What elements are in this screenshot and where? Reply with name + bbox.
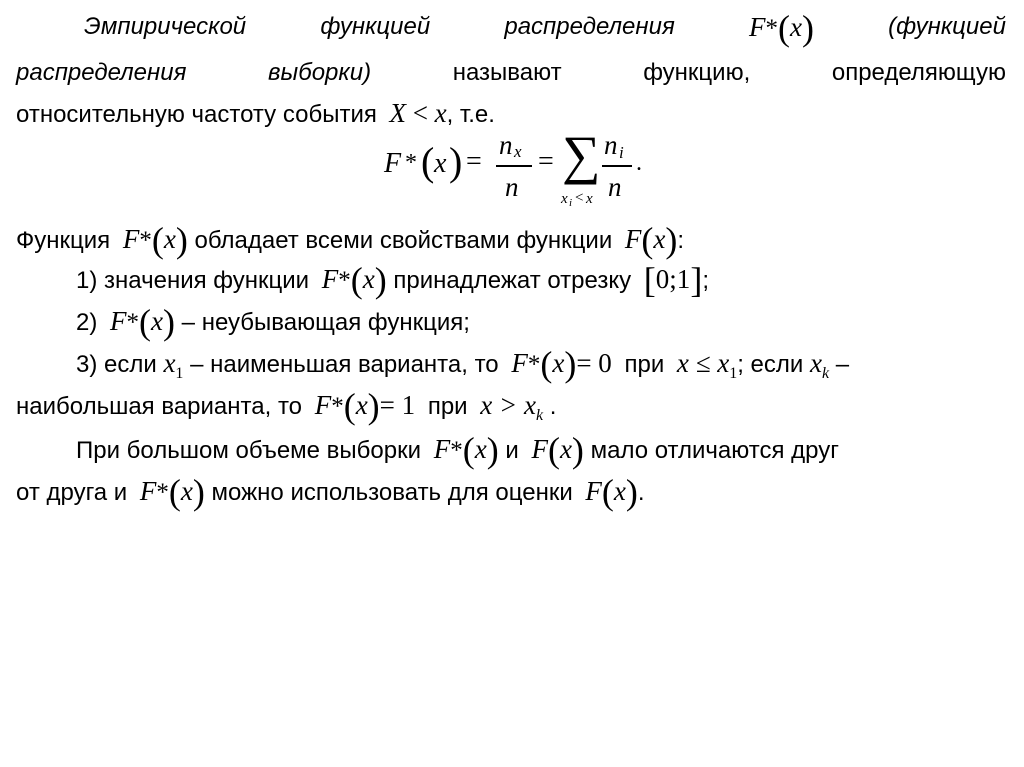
property-3-line-1: 3) если $x_1$ – наименьшая варианта, то F*(x)= 0 при $x \le x_1$; если $x_k$ – [76, 344, 850, 384]
property-1: 1) значения функции F*(x) принадлежат отрезку [0;1]; [76, 260, 709, 300]
properties-intro: Функция F*(x) обладает всеми свойствами функции F(x): [16, 220, 685, 260]
word: выборки) [268, 59, 372, 86]
sum-symbol: ∑ [562, 125, 601, 185]
document-page: Эмпирической функцией распределения F*(x) (функцией распределения выборки) называют функцию, определяющую относительную частоту события X < x, т.е. F * ( x ) = n x n = ∑ x i < x n i n . Функция F*(x) обладает всеми свойствами функции F(x): 1) значения функции F*(x) принадлежат отрезку [0;1]; 2) F*(x) – неубывающая функция; 3) если $x_1$ – наименьшая варианта, то F*(x)= 0 при $x \le x_1$; если $x_k$ – наибольшая варианта, то F*(x)= 1 при $x > x_k$ . При большом объеме выборки F*(x) и F(x) мало отличаются друг от друга и F*(x) можно использовать для оценки F(x). [16, 8, 1006, 512]
word: распределения [16, 59, 187, 86]
fraction-bar [496, 165, 532, 167]
word: определяющую [831, 59, 1006, 86]
word: (функцией [888, 13, 1006, 40]
formula-fstar: F*(x) [748, 8, 814, 48]
word: функцией [320, 13, 431, 40]
definition-line-2 [16, 56, 1006, 90]
definition-line-3: относительную частоту события X < x, т.е. [16, 98, 495, 128]
word: Эмпирической [84, 13, 247, 40]
word: функцию, [643, 59, 751, 86]
word: называют [452, 59, 562, 86]
conclusion-line-2: от друга и F*(x) можно использовать для оценки F(x). [16, 472, 645, 512]
property-2: 2) F*(x) – неубывающая функция; [76, 302, 470, 342]
conclusion-line-1: При большом объеме выборки F*(x) и F(x) мало отличаются друг [76, 430, 839, 470]
word: распределения [504, 13, 675, 40]
definition-line-1 [84, 10, 1006, 46]
property-3-line-2: наибольшая варианта, то F*(x)= 1 при $x > x_k$ . [16, 386, 557, 426]
fraction-bar [602, 165, 632, 167]
